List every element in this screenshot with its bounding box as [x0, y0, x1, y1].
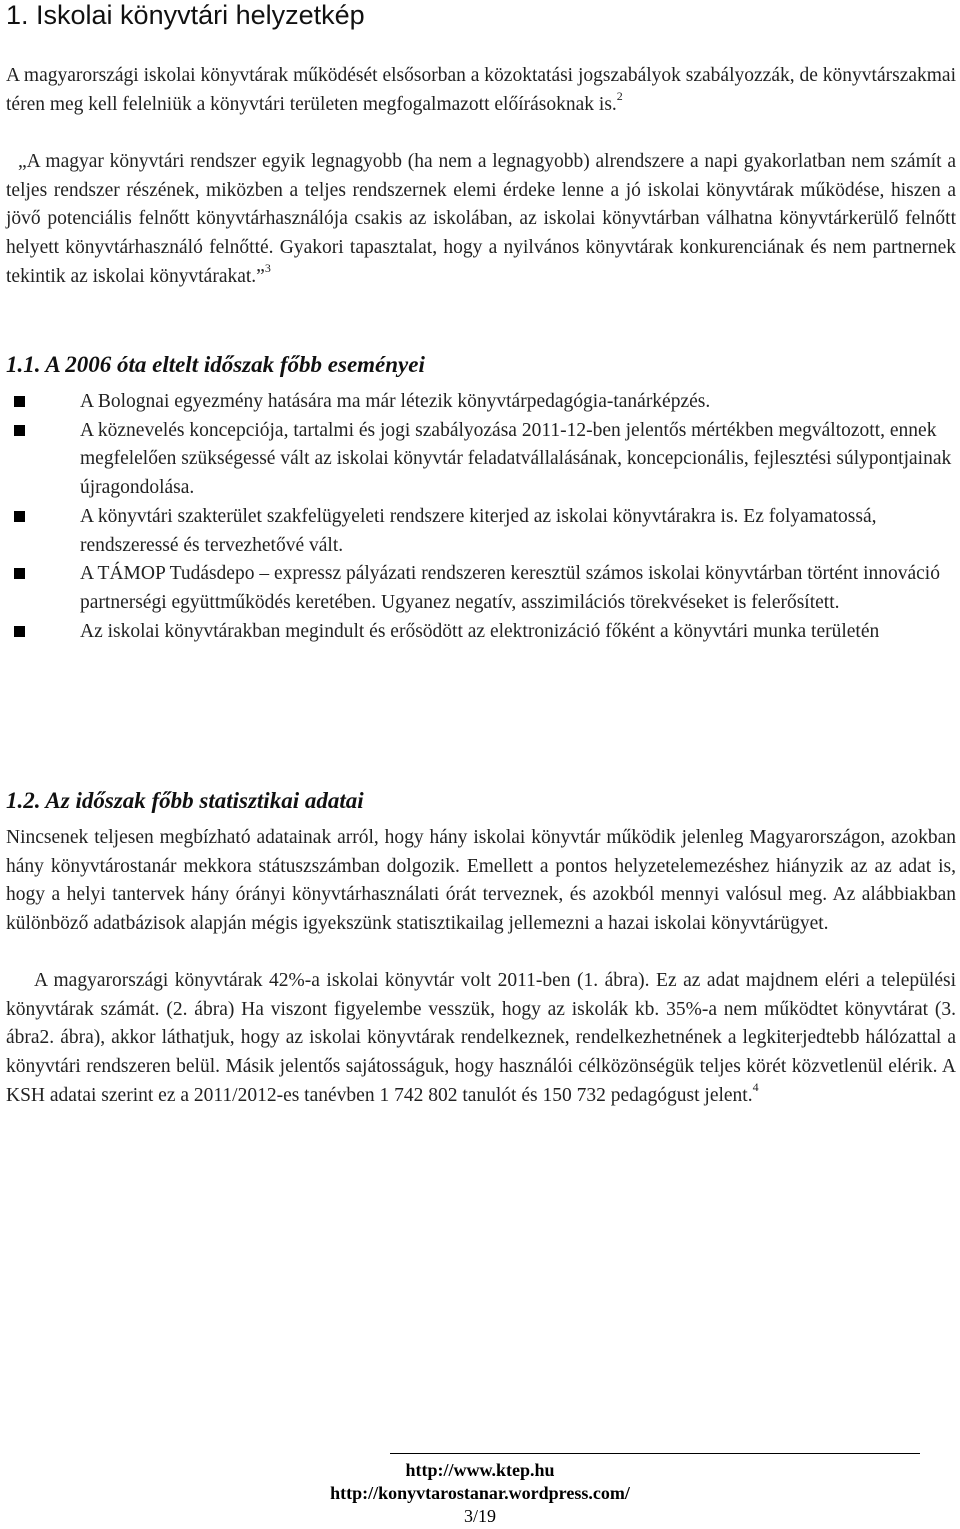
- list-item-text: A köznevelés koncepciója, tartalmi és jogi szabályozása 2011-12-ben jelentős mértékben megváltozott, ennek megfelelően szükségessé vált az iskolai könyvtár feladatvállalásának, koncepcionális, fejlesztési súlypontjainak újragondolása.: [80, 419, 952, 499]
- bullet-icon: [14, 396, 25, 407]
- intro-paragraph: [6, 62, 956, 119]
- intro-text: A magyarországi iskolai könyvtárak működését elsősorban a közoktatási jogszabályok szabályozzák, de könyvtárszakmai téren meg kell felelniük a könyvtári területen megfogalmazott előírásoknak is.: [6, 65, 956, 115]
- footnote-ref[interactable]: 3: [264, 261, 271, 276]
- footnote-ref[interactable]: 2: [616, 89, 623, 104]
- bullet-icon: [14, 626, 25, 637]
- list-item: [6, 503, 956, 560]
- body-paragraph: [6, 967, 956, 1111]
- footnote-ref[interactable]: 4: [752, 1080, 759, 1095]
- list-item: [6, 417, 956, 503]
- footer-link[interactable]: http://www.ktep.hu: [405, 1460, 555, 1480]
- list-item-text: Az iskolai könyvtárakban megindult és erősödött az elektronizáció főként a könyvtári munka területén: [80, 620, 880, 642]
- body-text: A magyarországi könyvtárak 42%-a iskolai könyvtár volt 2011-ben (1. ábra). Ez az adat majdnem eléri a települési könyvtárak számát. (2. ábra) Ha viszont figyelembe vesszük, hogy az iskolák kb. 35%-a nem működtet könyvtárat (3. ábra2. ábra), akkor láthatjuk, hogy az iskolai könyvtárak rendelkeznek, rendelkezhetnének a legkiterjedtebb hálózattal a könyvtári rendszeren belül. Másik jelentős sajátosságuk, hogy használói célközönségük teljes körét közvetlenül elérik. A KSH adatai szerint ez a 2011/2012-es tanévben 1 742 802 tanulót és 150 732 pedagógust jelent.: [6, 970, 956, 1106]
- list-item: [6, 388, 956, 417]
- body-paragraph: Nincsenek teljesen megbízható adatainak arról, hogy hány iskolai könyvtár működik jelenleg Magyarországon, azokban hány könyvtárostanár mekkora státuszszámban dolgozik. Emellett a pontos helyzetelemezéshez hiányzik az az adat is, hogy a helyi tantervek hány órányi könyvtárhasználati órát terveznek, és azokból mennyi valósul meg. Az alábbiakban különböző adatbázisok alapján mégis igyekszünk statisztikailag jellemezni a hazai iskolai könyvtárügyet.: [6, 827, 956, 935]
- page-title: 1. Iskolai könyvtári helyzetkép: [6, 0, 365, 30]
- events-list: [6, 388, 956, 646]
- list-item: [6, 618, 956, 647]
- list-item-text: A könyvtári szakterület szakfelügyeleti rendszere kiterjed az iskolai könyvtárakra is. Ez folyamatossá, rendszeressé és tervezhetővé vált.: [80, 505, 877, 556]
- footer-divider: [390, 1453, 920, 1454]
- bullet-icon: [14, 425, 25, 436]
- quote-paragraph: [6, 148, 956, 292]
- quote-text: „A magyar könyvtári rendszer egyik legnagyobb (ha nem a legnagyobb) alrendszere a napi gyakorlatban nem számít a teljes rendszer részének, miközben a teljes rendszernek elemi érdeke lenne a jó iskolai könyvtárak működése, hiszen a jövő potenciális felnőtt könyvtárhasználója csakis az iskolában, az iskolai könyvtárban válhatna könyvtárkerülő felnőtt helyett könyvtárhasználó felnőtté. Gyakori tapasztalat, hogy a nyilvános könyvtárak konkurenciának és nem partnernek tekintik az iskolai könyvtárakat.”: [6, 151, 956, 287]
- list-item: [6, 560, 956, 617]
- page-number: 3/19: [463, 1506, 496, 1526]
- footer-link[interactable]: http://konyvtarostanar.wordpress.com/: [330, 1483, 630, 1503]
- bullet-icon: [14, 511, 25, 522]
- section-heading: 1.2. Az időszak főbb statisztikai adatai: [6, 788, 364, 813]
- bullet-icon: [14, 568, 25, 579]
- list-item-text: A TÁMOP Tudásdepo – expressz pályázati rendszeren keresztül számos iskolai könyvtárban történt innováció partnerségi együttműködés keretében. Ugyanez negatív, asszimilációs törekvéseket is felerősített.: [80, 563, 940, 613]
- section-heading: 1.1. A 2006 óta eltelt időszak főbb eseményei: [6, 352, 425, 377]
- list-item-text: A Bolognai egyezmény hatására ma már létezik könyvtárpedagógia-tanárképzés.: [80, 391, 711, 412]
